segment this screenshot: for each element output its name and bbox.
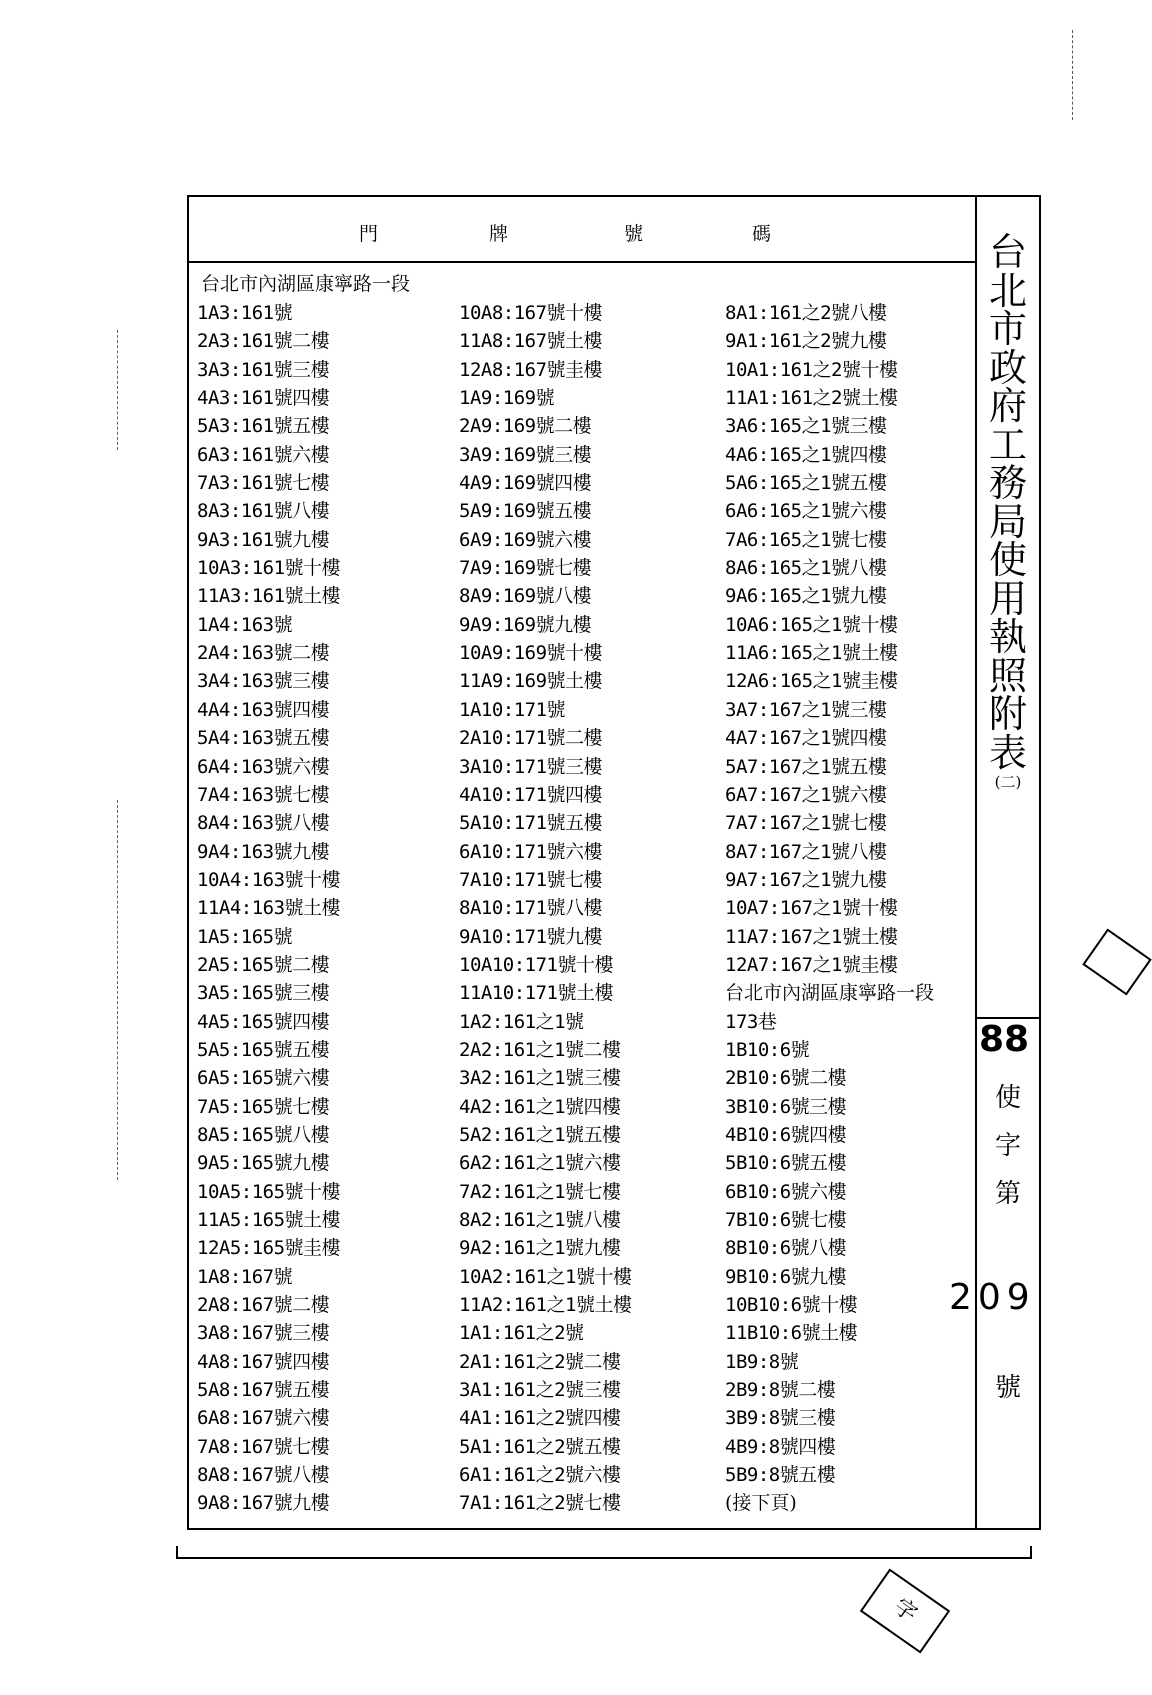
address-entry: 5A10:171號五樓 — [459, 812, 603, 835]
permit-char-3: 第 — [994, 1179, 1021, 1209]
address-entry: 7A6:165之1號七樓 — [725, 528, 887, 551]
address-entry: 3A5:165號三樓 — [197, 982, 330, 1005]
address-entry: 11A4:163號土樓 — [197, 897, 341, 920]
address-entry: 173巷 — [725, 1010, 777, 1033]
address-entry: (接下頁) — [725, 1492, 797, 1515]
address-entry: 2B9:8號二樓 — [725, 1379, 836, 1402]
address-entry: 3A7:167之1號三樓 — [725, 698, 887, 721]
address-entry: 10A6:165之1號十樓 — [725, 613, 898, 636]
address-entry: 3A10:171號三樓 — [459, 755, 603, 778]
side-title-char: 務 — [988, 461, 1027, 505]
permit-year: 88 — [979, 1019, 1030, 1060]
address-entry: 3A9:169號三樓 — [459, 443, 592, 466]
address-table-form — [187, 195, 1041, 1530]
address-entry: 台北市內湖區康寧路一段 — [725, 982, 935, 1005]
address-entry: 10A8:167號十樓 — [459, 302, 603, 324]
address-entry: 2A10:171號二樓 — [459, 727, 603, 750]
address-entry: 2B10:6號二樓 — [725, 1067, 847, 1090]
address-entry: 6A10:171號六樓 — [459, 840, 603, 863]
address-entry: 7A4:163號七樓 — [197, 783, 330, 806]
table-header — [189, 197, 975, 263]
address-entry: 6A7:167之1號六樓 — [725, 783, 887, 806]
address-entry: 8A5:165號八樓 — [197, 1123, 330, 1146]
side-title-char: 政 — [988, 345, 1027, 390]
address-entry: 10A3:161號十樓 — [197, 557, 341, 580]
address-entry: 9A6:165之1號九樓 — [725, 585, 887, 608]
address-entry: 5A5:165號五樓 — [197, 1038, 330, 1061]
address-entry: 7A5:165號七樓 — [197, 1095, 330, 1118]
address-entry: 12A8:167號圭樓 — [459, 358, 603, 381]
address-entry: 7A1:161之2號七樓 — [459, 1492, 621, 1515]
bottom-tick-right — [1030, 1546, 1032, 1558]
address-entry: 5A4:163號五樓 — [197, 727, 330, 750]
side-title-char: 附 — [988, 692, 1027, 736]
side-title-char: 市 — [988, 307, 1027, 351]
address-entry: 9A3:161號九樓 — [197, 528, 330, 551]
address-entry: 7A7:167之1號七樓 — [725, 812, 887, 835]
address-entry: 4A3:161號四樓 — [197, 387, 330, 410]
permit-char-1: 使 — [994, 1083, 1021, 1113]
side-title-column — [949, 197, 1039, 1528]
side-title-char: 表 — [988, 730, 1027, 775]
address-entry: 3B9:8號三樓 — [725, 1407, 836, 1430]
address-entry: 11A2:161之1號土樓 — [459, 1294, 632, 1317]
address-entry: 4A9:169號四樓 — [459, 472, 592, 495]
address-entry: 6B10:6號六樓 — [725, 1180, 847, 1203]
address-entry: 2A4:163號二樓 — [197, 642, 330, 665]
address-entry: 10B10:6號十樓 — [725, 1294, 858, 1317]
address-entry: 10A10:171號十樓 — [459, 953, 613, 976]
side-title-char: 用 — [988, 576, 1027, 621]
address-list-col1 — [197, 299, 457, 1518]
address-entry: 10A2:161之1號十樓 — [459, 1265, 632, 1288]
header-char-2: 牌 — [489, 223, 509, 245]
address-entry: 10A1:161之2號十樓 — [725, 358, 898, 381]
side-title-char: 使 — [988, 538, 1027, 582]
side-title-char: 北 — [988, 268, 1027, 313]
address-entry: 8A8:167號八樓 — [197, 1464, 330, 1487]
address-entry: 2A1:161之2號二樓 — [459, 1350, 621, 1373]
address-entry: 7A3:161號七樓 — [197, 472, 330, 495]
address-entry: 3A1:161之2號三樓 — [459, 1379, 621, 1402]
address-column-area — [189, 197, 977, 1528]
permit-char-2: 字 — [994, 1131, 1021, 1161]
address-entry: 5B10:6號五樓 — [725, 1152, 847, 1175]
address-entry: 9A8:167號九樓 — [197, 1492, 330, 1515]
address-entry: 6A9:169號六樓 — [459, 528, 592, 551]
address-entry: 6A8:167號六樓 — [197, 1407, 330, 1430]
address-entry: 7B10:6號七樓 — [725, 1209, 847, 1231]
side-title — [977, 230, 1039, 792]
address-entry: 1A2:161之1號 — [459, 1010, 584, 1033]
header-char-1: 門 — [359, 223, 379, 245]
address-entry: 11A9:169號土樓 — [459, 670, 603, 693]
bottom-rule — [176, 1557, 1032, 1559]
bottom-tick-left — [176, 1546, 178, 1558]
address-entry: 10A9:169號十樓 — [459, 642, 603, 665]
address-entry: 10A7:167之1號十樓 — [725, 897, 898, 920]
address-entry: 1A10:171號 — [459, 698, 566, 721]
address-entry: 9B10:6號九樓 — [725, 1265, 847, 1288]
side-title-char: 照 — [988, 653, 1027, 698]
address-entry: 1A5:165號 — [197, 925, 293, 948]
address-entry: 6A2:161之1號六樓 — [459, 1152, 621, 1175]
address-entry: 6A6:165之1號六樓 — [725, 500, 887, 523]
header-char-3: 號 — [624, 223, 644, 245]
address-list-col2 — [459, 299, 719, 1518]
address-entry: 9A10:171號九樓 — [459, 925, 603, 948]
address-entry: 2A3:161號二樓 — [197, 330, 330, 353]
scan-mark — [1072, 30, 1073, 120]
address-entry: 3B10:6號三樓 — [725, 1095, 847, 1118]
address-entry: 11B10:6號土樓 — [725, 1322, 858, 1345]
address-entry: 5A1:161之2號五樓 — [459, 1435, 621, 1458]
permit-number: 209 — [949, 1277, 1036, 1318]
binding-mark-2 — [117, 800, 118, 1180]
address-entry: 7A9:169號七樓 — [459, 557, 592, 580]
address-entry: 8A7:167之1號八樓 — [725, 840, 887, 863]
address-entry: 12A7:167之1號圭樓 — [725, 953, 898, 976]
address-entry: 3A6:165之1號三樓 — [725, 415, 887, 438]
side-title-sub: (二) — [994, 773, 1022, 791]
address-entry: 11A10:171號土樓 — [459, 982, 613, 1005]
side-title-char: 府 — [988, 384, 1027, 428]
address-entry: 8A10:171號八樓 — [459, 897, 603, 920]
address-entry: 1A8:167號 — [197, 1265, 293, 1288]
address-entry: 4B9:8號四樓 — [725, 1435, 836, 1458]
header-char-4: 碼 — [752, 223, 772, 245]
address-entry: 7A8:167號七樓 — [197, 1435, 330, 1458]
address-entry: 4A2:161之1號四樓 — [459, 1095, 621, 1118]
address-entry: 5A6:165之1號五樓 — [725, 472, 887, 495]
address-entry: 1A1:161之2號 — [459, 1322, 584, 1345]
side-title-char: 工 — [988, 422, 1027, 467]
address-entry: 8B10:6號八樓 — [725, 1237, 847, 1260]
address-entry: 11A6:165之1號土樓 — [725, 642, 898, 665]
address-entry: 11A7:167之1號土樓 — [725, 925, 898, 948]
address-entry: 7A2:161之1號七樓 — [459, 1180, 621, 1203]
address-entry: 8A3:161號八樓 — [197, 500, 330, 523]
address-entry: 5A9:169號五樓 — [459, 500, 592, 523]
address-entry: 12A5:165號圭樓 — [197, 1237, 341, 1260]
address-entry: 9A9:169號九樓 — [459, 613, 592, 636]
address-entry: 3A4:163號三樓 — [197, 670, 330, 693]
address-entry: 7A10:171號七樓 — [459, 868, 603, 891]
stamp-seal: 字 — [860, 1568, 950, 1653]
address-entry: 2A2:161之1號二樓 — [459, 1038, 621, 1061]
address-entry: 2A5:165號二樓 — [197, 953, 330, 976]
address-entry: 9A4:163號九樓 — [197, 840, 330, 863]
address-entry: 11A5:165號土樓 — [197, 1209, 341, 1231]
address-entry: 5A3:161號五樓 — [197, 415, 330, 438]
address-entry: 4A10:171號四樓 — [459, 783, 603, 806]
address-entry: 5A7:167之1號五樓 — [725, 755, 887, 778]
address-entry: 8A1:161之2號八樓 — [725, 302, 887, 324]
address-entry: 3A8:167號三樓 — [197, 1322, 330, 1345]
address-entry: 3A3:161號三樓 — [197, 358, 330, 381]
address-entry: 11A8:167號土樓 — [459, 330, 603, 353]
address-entry: 5A2:161之1號五樓 — [459, 1123, 621, 1146]
address-entry: 6A1:161之2號六樓 — [459, 1464, 621, 1487]
binding-mark — [117, 330, 118, 450]
address-entry: 4A7:167之1號四樓 — [725, 727, 887, 750]
side-title-char: 局 — [988, 499, 1027, 544]
address-entry: 11A3:161號土樓 — [197, 585, 341, 608]
address-entry: 1A3:161號 — [197, 302, 293, 324]
road-title: 台北市內湖區康寧路一段 — [201, 273, 411, 295]
address-entry: 5B9:8號五樓 — [725, 1464, 836, 1487]
address-entry: 8A4:163號八樓 — [197, 812, 330, 835]
side-title-char: 台 — [988, 230, 1027, 274]
address-entry: 1A4:163號 — [197, 613, 293, 636]
address-entry: 4A6:165之1號四樓 — [725, 443, 887, 466]
address-entry: 6A4:163號六樓 — [197, 755, 330, 778]
address-entry: 1A9:169號 — [459, 387, 555, 410]
address-entry: 6A5:165號六樓 — [197, 1067, 330, 1090]
address-entry: 4A1:161之2號四樓 — [459, 1407, 621, 1430]
address-entry: 4B10:6號四樓 — [725, 1123, 847, 1146]
address-entry: 8A9:169號八樓 — [459, 585, 592, 608]
address-entry: 11A1:161之2號土樓 — [725, 387, 898, 410]
stamp-seal-right — [1082, 928, 1151, 995]
address-entry: 4A8:167號四樓 — [197, 1350, 330, 1373]
address-entry: 2A9:169號二樓 — [459, 415, 592, 438]
side-title-char: 執 — [988, 615, 1027, 659]
address-entry: 1B9:8號 — [725, 1350, 799, 1373]
permit-suffix: 號 — [994, 1373, 1021, 1403]
address-entry: 12A6:165之1號圭樓 — [725, 670, 898, 693]
address-entry: 4A5:165號四樓 — [197, 1010, 330, 1033]
address-entry: 6A3:161號六樓 — [197, 443, 330, 466]
address-entry: 9A2:161之1號九樓 — [459, 1237, 621, 1260]
address-entry: 5A8:167號五樓 — [197, 1379, 330, 1402]
address-entry: 10A4:163號十樓 — [197, 868, 341, 891]
address-entry: 1B10:6號 — [725, 1038, 810, 1061]
address-entry: 10A5:165號十樓 — [197, 1180, 341, 1203]
address-entry: 8A2:161之1號八樓 — [459, 1209, 621, 1231]
address-entry: 9A1:161之2號九樓 — [725, 330, 887, 353]
address-entry: 8A6:165之1號八樓 — [725, 557, 887, 580]
address-entry: 9A7:167之1號九樓 — [725, 868, 887, 891]
address-list-col3 — [725, 299, 985, 1518]
address-entry: 3A2:161之1號三樓 — [459, 1067, 621, 1090]
address-entry: 4A4:163號四樓 — [197, 698, 330, 721]
address-entry: 2A8:167號二樓 — [197, 1294, 330, 1317]
address-entry: 9A5:165號九樓 — [197, 1152, 330, 1175]
